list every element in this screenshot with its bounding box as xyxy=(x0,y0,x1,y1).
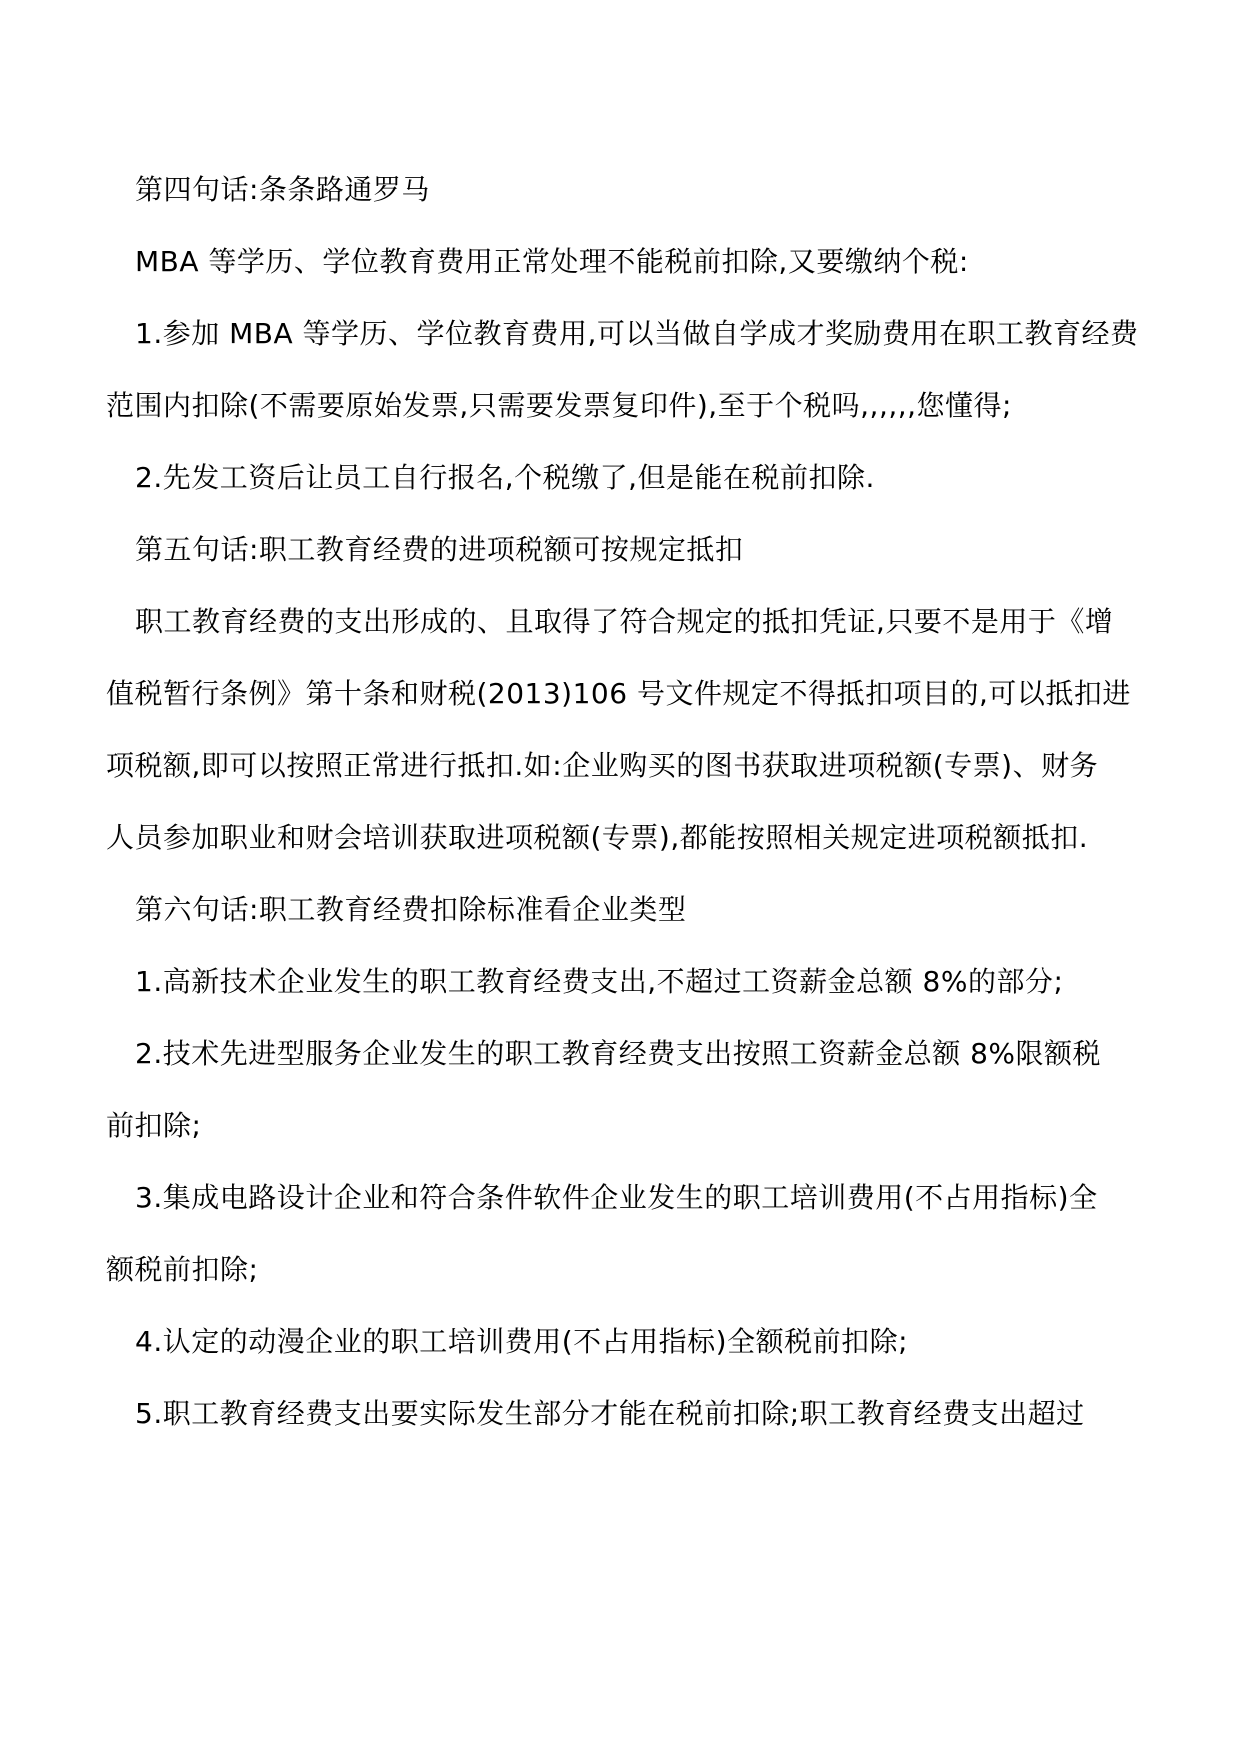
paragraph-line: 人员参加职业和财会培训获取进项税额(专票),都能按照相关规定进项税额抵扣. xyxy=(106,821,1089,854)
paragraph-line: 3.集成电路设计企业和符合条件软件企业发生的职工培训费用(不占用指标)全 xyxy=(135,1181,1098,1214)
paragraph-line: 1.参加 MBA 等学历、学位教育费用,可以当做自学成才奖励费用在职工教育经费 xyxy=(135,317,1139,350)
paragraph-line: 2.技术先进型服务企业发生的职工教育经费支出按照工资薪金总额 8%限额税 xyxy=(135,1037,1102,1070)
paragraph-line: 范围内扣除(不需要原始发票,只需要发票复印件),至于个税吗,,,,,,您懂得; xyxy=(106,389,1012,422)
heading-fifth-sentence: 第五句话:职工教育经费的进项税额可按规定抵扣 xyxy=(135,533,744,566)
paragraph-line: MBA 等学历、学位教育费用正常处理不能税前扣除,又要缴纳个税: xyxy=(135,245,969,278)
paragraph-line: 1.高新技术企业发生的职工教育经费支出,不超过工资薪金总额 8%的部分; xyxy=(135,965,1064,998)
paragraph-line: 5.职工教育经费支出要实际发生部分才能在税前扣除;职工教育经费支出超过 xyxy=(135,1397,1085,1430)
paragraph-line: 值税暂行条例》第十条和财税(2013)106 号文件规定不得抵扣项目的,可以抵扣进 xyxy=(106,677,1131,710)
heading-sixth-sentence: 第六句话:职工教育经费扣除标准看企业类型 xyxy=(135,893,687,926)
paragraph-line: 2.先发工资后让员工自行报名,个税缴了,但是能在税前扣除. xyxy=(135,461,875,494)
paragraph-line: 项税额,即可以按照正常进行抵扣.如:企业购买的图书获取进项税额(专票)、财务 xyxy=(106,749,1099,782)
paragraph-line: 前扣除; xyxy=(106,1109,202,1142)
paragraph-line: 职工教育经费的支出形成的、且取得了符合规定的抵扣凭证,只要不是用于《增 xyxy=(135,605,1114,638)
paragraph-line: 4.认定的动漫企业的职工培训费用(不占用指标)全额税前扣除; xyxy=(135,1325,908,1358)
paragraph-line: 额税前扣除; xyxy=(106,1253,259,1286)
heading-fourth-sentence: 第四句话:条条路通罗马 xyxy=(135,173,430,206)
